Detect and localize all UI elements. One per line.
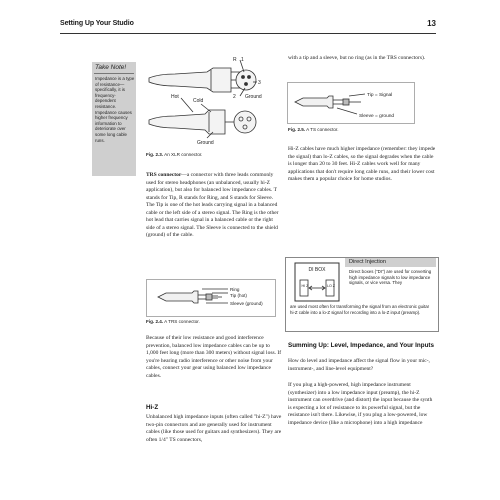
left-column-text-bottom [146, 335, 282, 387]
take-note-rule [94, 73, 134, 74]
hi-z-heading: Hi-Z [146, 404, 159, 411]
ts-label-tip: Tip = Signal [367, 93, 393, 98]
direct-injection-side-text: Direct boxes ("DI") are used for converting high impedance signals to low impedance signals, or vice versa. They [349, 269, 432, 286]
page-number: 13 [427, 19, 436, 28]
fig-2-3-caption [146, 152, 202, 157]
right-column-top-paragraph: with a tip and a sleeve, but no ring (as in the TRS connectors). [288, 55, 426, 61]
running-title: Setting Up Your Studio [60, 20, 134, 27]
trs-label-sleeve: Sleeve (ground) [230, 301, 263, 306]
trs-label-ring: Ring [230, 287, 240, 292]
summing-up-paragraph: If you plug a high-powered, high impedance instrument (synthesizer) into a low impedance input (preamp), the hi-Z instrument can overdrive (and distort) the input because the synth is expecting a lot of resistance to its powerful signal, but the resistance isn't there. Likewise, if you plug a low-powered, low impedance device (like a microphone) into a high impedance [288, 382, 433, 426]
summing-up-heading: Summing Up: Level, Impedance, and Your Inputs [288, 342, 435, 349]
direct-injection-title: Direct Injection [349, 259, 386, 265]
fig-2-4-number: Fig. 2.4. [146, 319, 164, 324]
take-note-heading: Take Note! [95, 64, 127, 71]
take-note-body: Impedance is a type of resistance—specifically, it is frequency-dependent resistance. Impedance causes higher frequency information to deteriorate over some long cable runs. [95, 76, 135, 143]
ts-label-sleeve: Sleeve = ground [359, 114, 395, 119]
xlr-label-r: R [233, 57, 237, 63]
fig-2-3-text: An XLR connector. [164, 152, 203, 157]
xlr-label-2: 2 [233, 94, 236, 100]
trs-label-tip: Tip (hot) [230, 293, 247, 298]
xlr-connector-figure [145, 52, 265, 150]
trs-term: TRS connector [146, 172, 182, 178]
trs-definition: —a connector with three leads commonly used for stereo headphones (an unbalanced, usually hi-Z application), but also for balanced low impedance cables. T stands for Tip, R stands for Ring, and S stands for Sleeve. The Tip is one of the hot leads carrying signal in a balanced cable or the left side of a stereo signal. The Ring is the other hot lead that carries signal in a balanced cable or the right side of a stereo signal. The Sleeve is connected to the shield (ground) of the cable. [146, 172, 279, 238]
trs-paragraph [146, 172, 282, 240]
di-lo-z-label: LO Z [327, 284, 335, 288]
fig-2-5-caption [288, 127, 339, 132]
di-box-icon [294, 262, 340, 302]
header-rule [60, 33, 436, 34]
summing-up-question: How do level and impedance affect the signal flow in your mic-, instrument-, and line-level equipment? [288, 358, 430, 372]
direct-injection-foot-text: are used most often for transforming the signal from an electronic guitar hi-Z cable into a lo-Z signal for recording into a lo-Z input (preamp). [290, 304, 430, 315]
trs-connector-figure [146, 279, 276, 317]
fig-2-4-text: A TRS connector. [164, 319, 200, 324]
di-box-label: DI BOX [308, 267, 326, 273]
xlr-label-ground-top: Ground [245, 94, 262, 100]
fig-2-5-number: Fig. 2.5. [288, 127, 306, 132]
fig-2-5-text: A TS connector. [306, 127, 339, 132]
fig-2-4-caption [146, 319, 200, 324]
di-hi-z-label: HI Z [301, 284, 309, 288]
hi-z-cables-paragraph: Hi-Z cables have much higher impedance (remember: they impede the signal) than lo-Z cables, so the signal degrades when the cable is longer than 20 to 30 feet. Hi-Z cables work well for many applications that don't require long cable runs, and their lower cost makes them a popular choice for home studios. [288, 146, 436, 182]
xlr-label-cold: Cold [193, 98, 204, 104]
ts-connector-figure [287, 82, 415, 124]
fig-2-3-number: Fig. 2.3. [146, 152, 164, 157]
hi-z-paragraph: Unbalanced high impedance inputs (often called "hi-Z") have two-pin connectors and are generally used for instrument cables (like those used for guitars and synthesizers). They are often 1/4" TS connectors, [146, 414, 282, 443]
xlr-label-1: 1 [241, 57, 244, 63]
xlr-label-hot: Hot [171, 94, 179, 100]
xlr-label-3: 3 [258, 80, 261, 86]
xlr-label-ground-bottom: Ground [197, 140, 214, 146]
left-column-text-top [146, 172, 282, 247]
balanced-paragraph: Because of their low resistance and good interference prevention, balanced low impedance cables can be up to 1,000 feet long (more than 300 meters) without signal loss. If you're hearing radio interference or other noise from your cables, connect your gear using balanced low impedance cables. [146, 335, 282, 379]
